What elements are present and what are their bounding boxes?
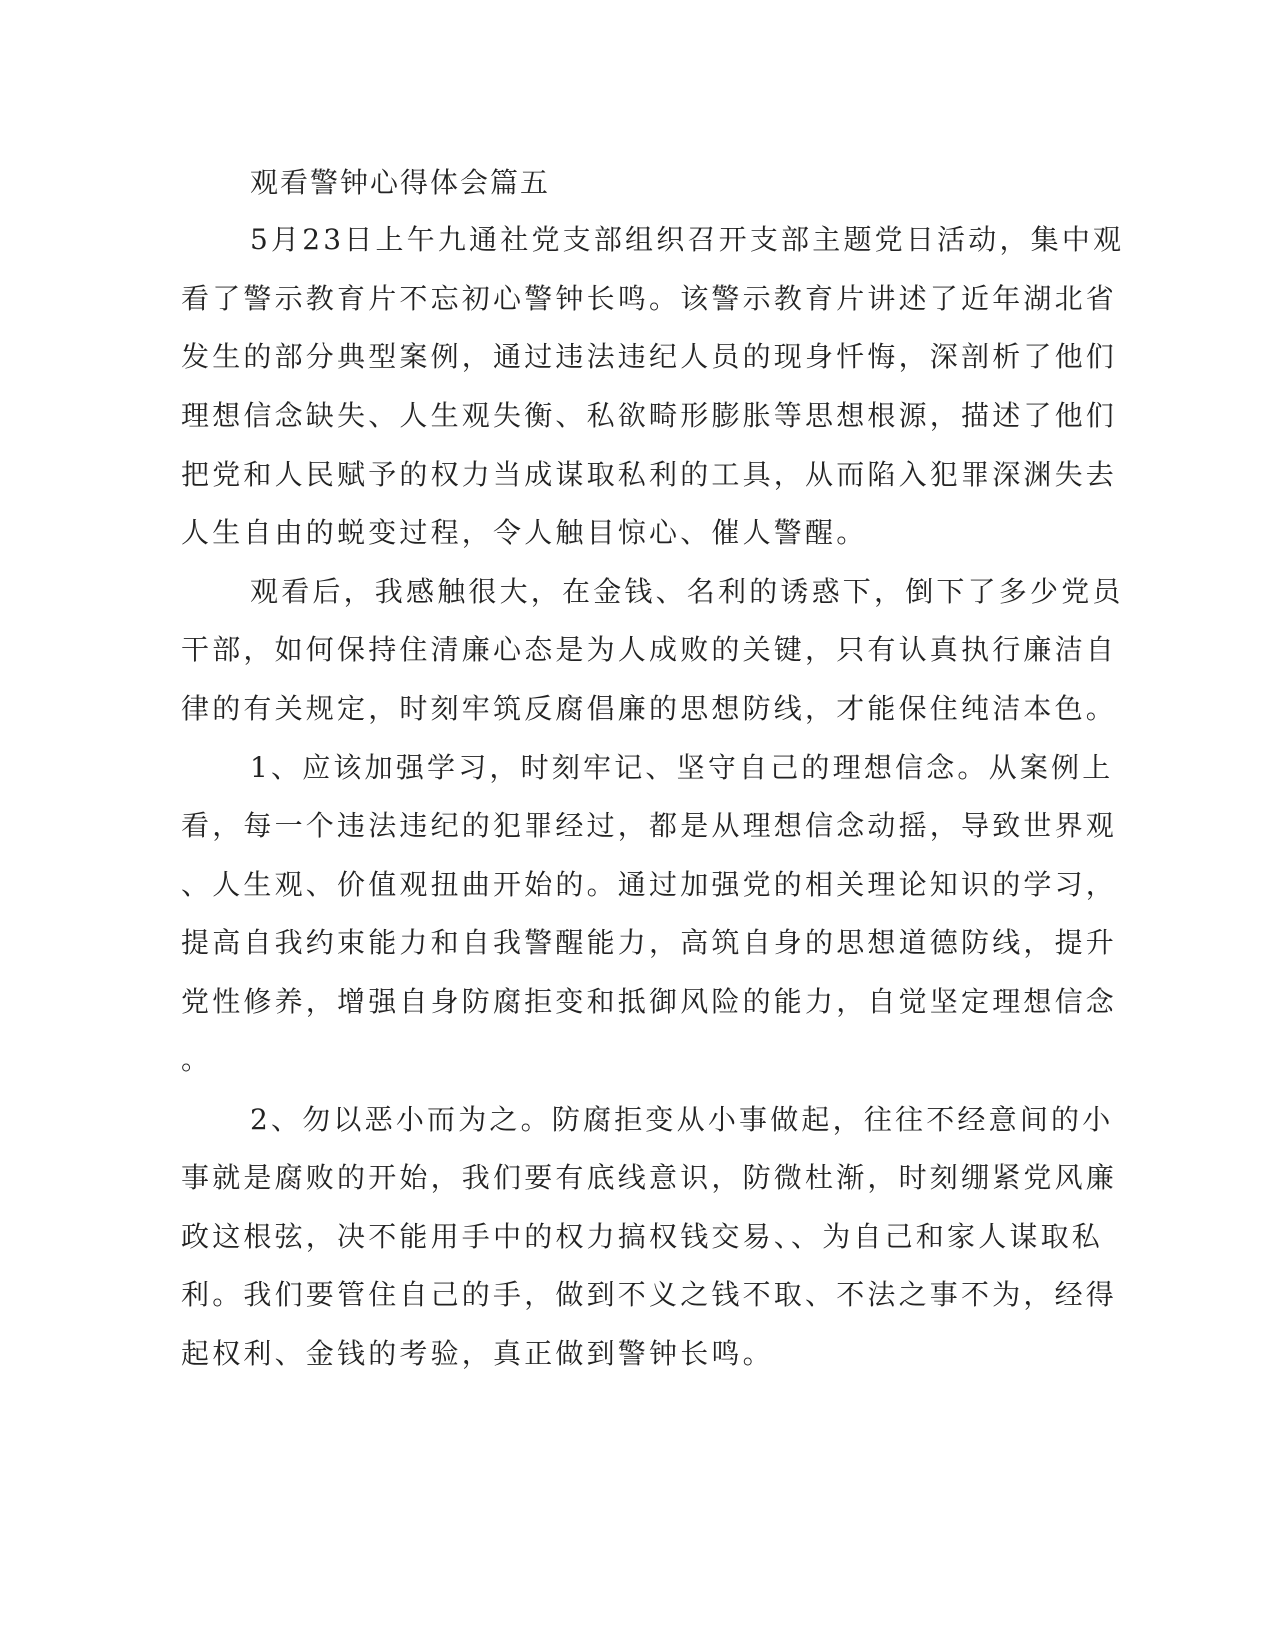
paragraph-line: 干部，如何保持住清廉心态是为人成败的关键，只有认真执行廉洁自	[181, 633, 1118, 666]
paragraph-line: 政这根弦，决不能用手中的权力搞权钱交易、、为自己和家人谋取私	[181, 1220, 1104, 1253]
paragraph-line: 看了警示教育片不忘初心警钟长鸣。该警示教育片讲述了近年湖北省	[181, 282, 1118, 315]
paragraph-line: 理想信念缺失、人生观失衡、私欲畸形膨胀等思想根源，描述了他们	[181, 399, 1118, 432]
paragraph-line: 2、勿以恶小而为之。防腐拒变从小事做起，往往不经意间的小	[250, 1103, 1114, 1136]
paragraph-line: 、人生观、价值观扭曲开始的。通过加强党的相关理论知识的学习，	[181, 868, 1118, 901]
paragraph-line: 利。我们要管住自己的手，做到不义之钱不取、不法之事不为，经得	[181, 1278, 1118, 1311]
paragraph-line: 事就是腐败的开始，我们要有底线意识，防微杜渐，时刻绷紧党风廉	[181, 1161, 1118, 1194]
paragraph-line: 把党和人民赋予的权力当成谋取私利的工具，从而陷入犯罪深渊失去	[181, 458, 1118, 491]
paragraph-line: 1、应该加强学习，时刻牢记、坚守自己的理想信念。从案例上	[250, 751, 1114, 784]
paragraph-line: 提高自我约束能力和自我警醒能力，高筑自身的思想道德防线，提升	[181, 926, 1118, 959]
paragraph-line: 起权利、金钱的考验，真正做到警钟长鸣。	[181, 1337, 774, 1370]
paragraph-line: 党性修养，增强自身防腐拒变和抵御风险的能力，自觉坚定理想信念	[181, 985, 1118, 1018]
paragraph-line: 发生的部分典型案例，通过违法违纪人员的现身忏悔，深剖析了他们	[181, 340, 1118, 373]
paragraph-line: 看，每一个违法违纪的犯罪经过，都是从理想信念动摇，导致世界观	[181, 809, 1118, 842]
paragraph-line: 5月23日上午九通社党支部组织召开支部主题党日活动，集中观	[250, 223, 1125, 256]
paragraph-line: 。	[181, 1043, 213, 1076]
paragraph-line: 人生自由的蜕变过程，令人触目惊心、催人警醒。	[181, 516, 868, 549]
paragraph-line: 律的有关规定，时刻牢筑反腐倡廉的思想防线，才能保住纯洁本色。	[181, 692, 1118, 725]
document-title: 观看警钟心得体会篇五	[250, 166, 551, 199]
paragraph-line: 观看后，我感触很大，在金钱、名利的诱惑下，倒下了多少党员	[250, 575, 1124, 608]
